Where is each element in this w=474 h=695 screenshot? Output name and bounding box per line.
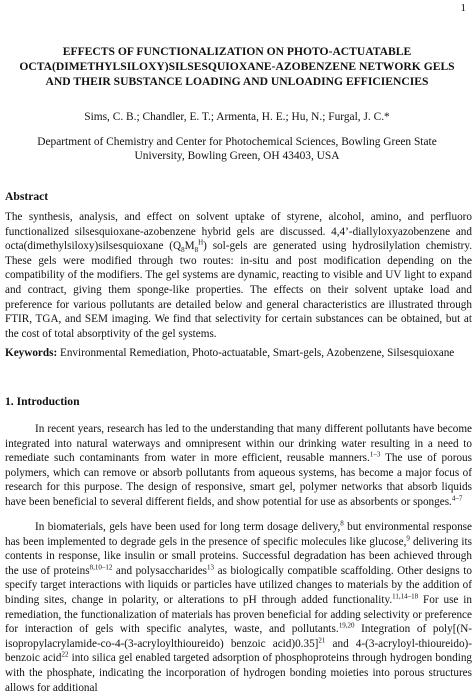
text-run: The use of porous polymers, which can remove or absorb pollutants from aqueous systems, has become a major focus of research for this purpose. The design of responsive, smart gel, polymer networks that absorb liquids have been beneficial to several different fields, and show potential for use as absorbents or sponges. (5, 452, 472, 508)
abstract-text-part: The synthesis, analysis, and effect on solvent uptake of styrene, alcohol, amino, and perfluoro functionalized silsesquioxane-azobenzene hybrid gels are discussed. 4,4’-diallyloxyazobenzene and octa(dimethylsiloxy)silsesquioxane (Q (5, 211, 472, 253)
citation: 9 (406, 533, 410, 542)
subscript: 8 (181, 246, 185, 255)
abstract-text-part: M (184, 240, 195, 253)
page-number: 1 (460, 2, 466, 14)
citation: 11,14–18 (392, 592, 419, 601)
citation: 8 (340, 519, 344, 528)
text-run: delivering its contents in response, like insulin or small proteins. Successful degradation has been achieved through the use of proteins (5, 535, 472, 577)
citation: 19,20 (338, 621, 355, 630)
text-run: For use in remediation, the functionalization of materials has proven beneficial for adding selectivity or preference for interaction of gels with specific analytes, waste, and pollutants. (5, 593, 472, 636)
title-line: EFFECTS OF FUNCTIONALIZATION ON PHOTO-ACTUATABLE (62, 45, 412, 58)
title-line: AND THEIR SUBSTANCE LOADING AND UNLOADING EFFICIENCIES (45, 75, 429, 88)
abstract-text (5, 210, 472, 341)
text-run: In biomaterials, gels have been used for long term dosage delivery, (35, 521, 341, 533)
affiliation-line: Department of Chemistry and Center for Photochemical Sciences, Bowling Green State (37, 136, 437, 148)
keywords-label: Keywords: (5, 347, 58, 359)
text-run: Integration of poly[(N-isopropylacrylamide-co-4-(3-acryloylthioureido) benzoic acid)0.35] (5, 623, 472, 650)
citation: 13 (207, 563, 215, 572)
citation: 21 (318, 636, 326, 645)
subscript: 8 (194, 246, 199, 255)
intro-paragraph-2 (5, 520, 472, 695)
keywords (5, 346, 472, 361)
citation: 22 (61, 650, 69, 659)
introduction-heading: 1. Introduction (5, 395, 80, 408)
author-list: Sims, C. B.; Chandler, E. T.; Armenta, H. E.; Hu, N.; Furgal, J. C.* (84, 111, 390, 123)
superscript: H (198, 238, 204, 247)
citation: 8,10–12 (89, 563, 113, 572)
text-run: into silica gel enabled targeted adsorption of phosphoproteins through hydrogen bonding with the phosphate, indicating the incorporation of hydrogen bonding moieties into porous structures allows for additional (5, 652, 473, 694)
abstract-heading: Abstract (5, 190, 49, 203)
citation: 1–3 (369, 450, 381, 459)
paper-title (8, 44, 466, 89)
title-line: OCTA(DIMETHYLSILOXY)SILSESQUIOXANE-AZOBENZENE NETWORK GELS (19, 60, 455, 73)
text-run: In recent years, research has led to the understanding that many different pollutants have become integrated into natural waterways and omnipresent within our drinking water resulting in a need to remediate such contaminants from water in more efficient, reusable manners. (5, 423, 472, 465)
text-run: and 4-(3-acryloyl-thioureido)-benzoic acid (5, 637, 472, 665)
keywords-text: Environmental Remediation, Photo-actuatable, Smart-gels, Azobenzene, Silsesquioxane (57, 347, 455, 359)
citation: 4–7 (451, 494, 463, 503)
abstract-text-part: ) sol-gels are generated using hydrosilylation chemistry. These gels were modified through two routes: in-situ and post modification depending on the compatibility of the modifiers. The gel systems are dynamic, reacting to visible and UV light to expand and contract, giving them sponge-like properties. The effects on their solvent uptake load and preference for various pollutants are detailed below and general characteristics are illustrated through FTIR, TGA, and SEM imaging. We find that selectivity for certain substances can be obtained, but at the cost of total absorptivity of the gel systems. (5, 240, 472, 340)
affiliation-line: University, Bowling Green, OH 43403, USA (134, 150, 340, 162)
affiliation (0, 135, 474, 163)
text-run: as biologically compatible scaffolding. Other designs to specify target interactions with liquids or particles have utilized changes to materials by the addition of binding sites, change in polarity, or alterations to pH through added functionality. (5, 564, 472, 606)
text-run: but environmental response has been implemented to degrade gels in the presence of specific molecules like glucose, (5, 521, 473, 548)
intro-paragraph-1 (5, 422, 472, 510)
text-run: and polysaccharides (112, 564, 208, 577)
